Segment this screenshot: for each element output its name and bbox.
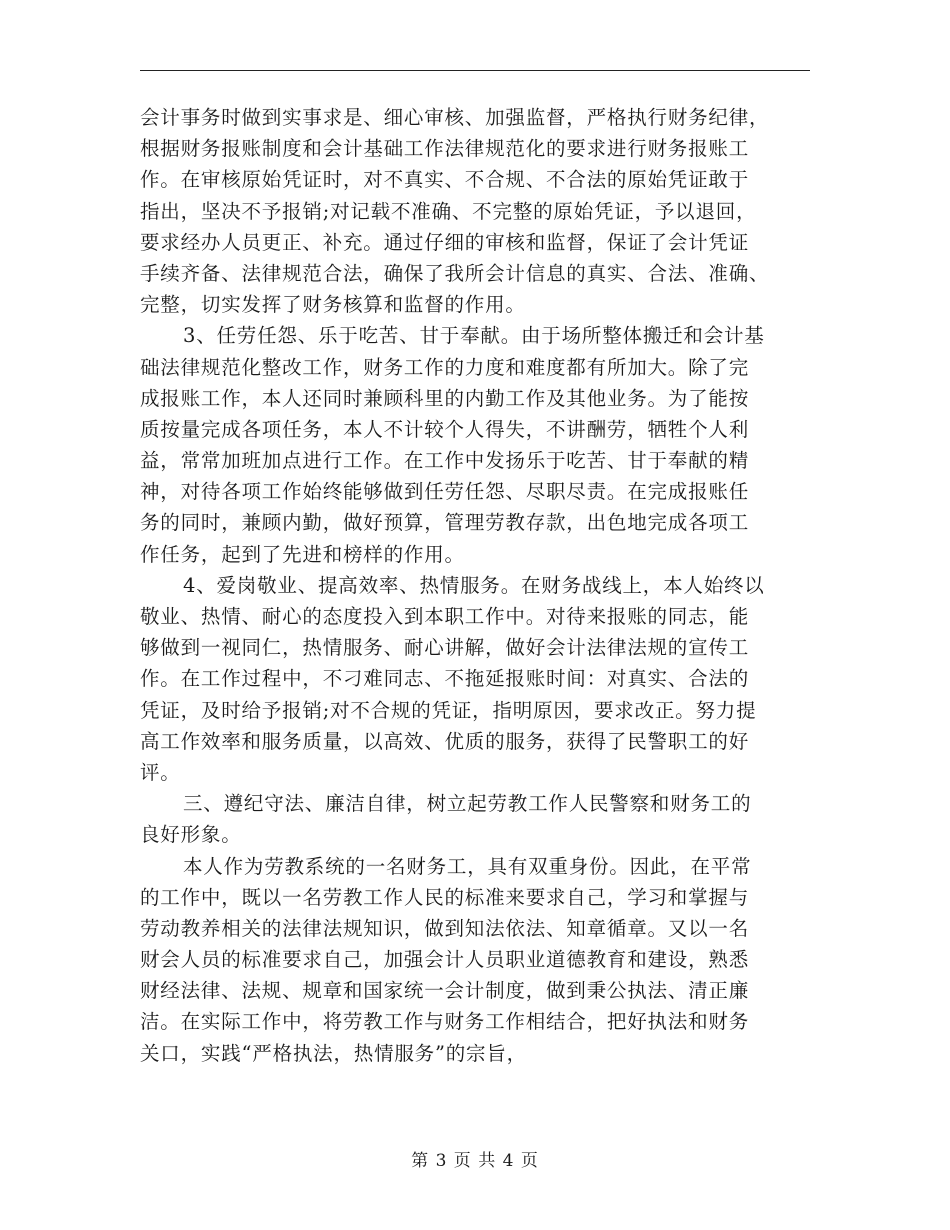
text-line: 完整，切实发挥了财务核算和监督的作用。 [140, 293, 526, 317]
text-line: 神，对待各项工作始终能够做到任劳任怨、尽职尽责。在完成报账任 [140, 480, 750, 504]
text-line: 够做到一视同仁，热情服务、耐心讲解，做好会计法律法规的宣传工 [140, 636, 750, 660]
text-line: 洁。在实际工作中，将劳教工作与财务工作相结合，把好执法和财务 [140, 1010, 750, 1034]
text-line: 务的同时，兼顾内勤，做好预算，管理劳教存款，出色地完成各项工 [140, 511, 750, 535]
text-line: 要求经办人员更正、补充。通过仔细的审核和监督，保证了会计凭证 [140, 230, 750, 254]
paragraph-start-line: 本人作为劳教系统的一名财务工，具有双重身份。因此，在平常 [183, 854, 752, 878]
text-line: 质按量完成各项任务，本人不计较个人得失，不讲酬劳，牺牲个人利 [140, 417, 750, 441]
text-line: 指出，坚决不予报销;对记载不准确、不完整的原始凭证，予以退回， [140, 199, 757, 223]
text-line: 成报账工作，本人还同时兼顾科里的内勤工作及其他业务。为了能按 [140, 386, 750, 410]
text-line: 益，常常加班加点进行工作。在工作中发扬乐于吃苦、甘于奉献的精 [140, 449, 750, 473]
header-rule [140, 70, 810, 71]
document-body [140, 102, 810, 1069]
paragraph-start-line: 3、任劳任怨、乐于吃苦、甘于奉献。由于场所整体搬迁和会计基 [183, 324, 765, 348]
text-line: 凭证，及时给予报销;对不合规的凭证，指明原因，要求改正。努力提 [140, 698, 757, 722]
section-heading-line: 良好形象。 [140, 823, 242, 847]
text-line: 础法律规范化整改工作，财务工作的力度和难度都有所加大。除了完 [140, 355, 750, 379]
text-line: 敬业、热情、耐心的态度投入到本职工作中。对待来报账的同志，能 [140, 605, 750, 628]
text-line: 财会人员的标准要求自己，加强会计人员职业道德教育和建设，熟悉 [140, 948, 750, 972]
text-line: 高工作效率和服务质量，以高效、优质的服务，获得了民警职工的好 [140, 729, 750, 753]
text-line: 关口，实践“严格执法，热情服务”的宗旨， [140, 1041, 527, 1065]
text-line: 作。在审核原始凭证时，对不真实、不合规、不合法的原始凭证敢于 [140, 168, 750, 192]
text-line: 的工作中，既以一名劳教工作人民的标准来要求自己，学习和掌握与 [140, 885, 750, 909]
page-footer: 第 3 页 共 4 页 [411, 1151, 539, 1171]
text-line: 劳动教养相关的法律法规知识，做到知法依法、知章循章。又以一名 [140, 916, 750, 940]
text-line: 评。 [140, 760, 181, 784]
section-heading-line: 三、遵纪守法、廉洁自律，树立起劳教工作人民警察和财务工的 [183, 792, 752, 816]
text-line: 作任务，起到了先进和榜样的作用。 [140, 542, 465, 566]
text-line: 财经法律、法规、规章和国家统一会计制度，做到秉公执法、清正廉 [140, 979, 750, 1003]
paragraph-start-line: 4、爱岗敬业、提高效率、热情服务。在财务战线上，本人始终以 [183, 573, 765, 597]
text-line: 根据财务报账制度和会计基础工作法律规范化的要求进行财务报账工 [140, 137, 750, 161]
text-line: 作。在工作过程中，不刁难同志、不拖延报账时间：对真实、合法的 [140, 667, 750, 691]
text-line: 手续齐备、法律规范合法，确保了我所会计信息的真实、合法、准确、 [140, 261, 770, 285]
text-line: 会计事务时做到实事求是、细心审核、加强监督，严格执行财务纪律， [140, 106, 770, 129]
